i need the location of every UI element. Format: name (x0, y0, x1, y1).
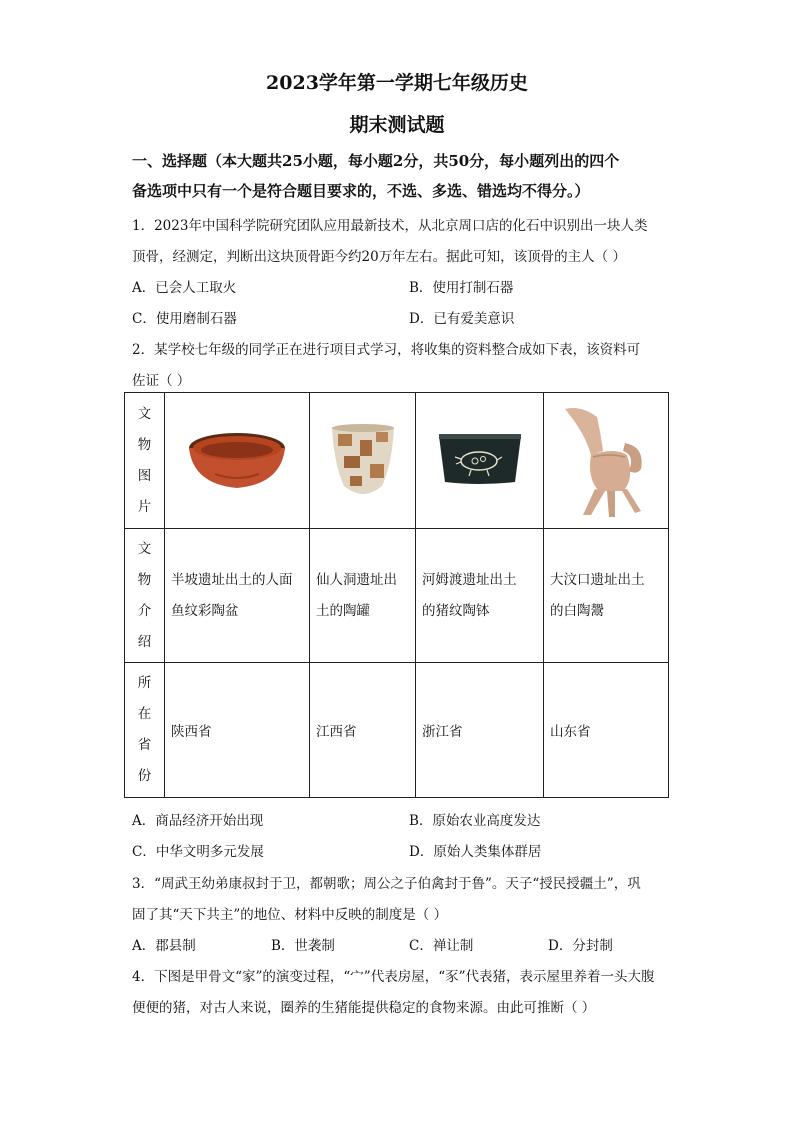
q1-option-a[interactable]: A．已会人工取火 (132, 280, 237, 296)
row-head-char: 绍 (137, 633, 152, 650)
row-head-char: 物 (137, 436, 152, 453)
intro-text: 河姆渡遗址出土 (422, 571, 517, 588)
intro-cell-xianrendong (310, 529, 416, 663)
exam-title: 2023学年第一学期七年级历史 (266, 72, 528, 94)
q2-option-c[interactable]: C．中华文明多元发展 (132, 844, 264, 860)
row-head-char: 所 (137, 675, 152, 691)
row-head-char: 省 (137, 737, 152, 753)
table-row-images (125, 393, 669, 529)
section-heading-line2: 备选项中只有一个是符合题目要求的，不选、多选、错选均不得分。） (132, 182, 590, 200)
province-cell: 浙江省 (416, 663, 544, 798)
row-head-char: 图 (137, 467, 152, 484)
row-head-char: 介 (137, 602, 152, 619)
province-cell: 陕西省 (165, 663, 310, 798)
intro-text: 半坡遗址出土的人面 (171, 571, 293, 588)
row-head-char: 物 (137, 571, 152, 588)
pig-pattern-bowl-icon (435, 430, 525, 488)
q2-stem-line2: 佐证（ ） (132, 373, 191, 389)
intro-cell-hemudu (416, 529, 544, 663)
q2-option-b[interactable]: B．原始农业高度发达 (409, 813, 541, 829)
q3-stem-line2: 固了其“天下共主”的地位、材料中反映的制度是（ ） (132, 907, 448, 923)
exam-subtitle: 期末测试题 (349, 114, 445, 136)
intro-text: 大汶口遗址出土 (550, 571, 645, 588)
q3-option-c[interactable]: C．禅让制 (409, 938, 474, 954)
q3-stem-line1: 3．“周武王幼弟康叔封于卫，都朝歌；周公之子伯禽封于鲁”。天子“授民授疆土”，巩 (132, 876, 641, 892)
table-row-province (125, 663, 669, 798)
intro-text: 土的陶罐 (316, 602, 370, 619)
row-head-images (125, 393, 165, 529)
q4-stem-line2: 便便的猪，对古人来说，圈养的生猪能提供稳定的食物来源。由此可推断（ ） (132, 1000, 596, 1016)
image-cell-banpo (165, 393, 310, 529)
row-head-char: 文 (137, 405, 152, 422)
row-head-province (125, 663, 165, 798)
image-cell-dawenkou (544, 393, 669, 529)
row-head-char: 文 (137, 540, 152, 557)
image-cell-hemudu (416, 393, 544, 529)
q3-option-d[interactable]: D．分封制 (548, 938, 613, 954)
intro-cell-dawenkou (544, 529, 669, 663)
relic-table (124, 392, 669, 798)
q1-option-c[interactable]: C．使用磨制石器 (132, 311, 237, 327)
intro-text: 仙人洞遗址出 (316, 571, 397, 588)
row-head-char: 份 (137, 768, 152, 784)
q1-stem-line2: 顶骨，经测定，判断出这块顶骨距今约20万年左右。据此可知，该顶骨的主人（ ） (132, 249, 626, 265)
pottery-jar-icon (326, 420, 400, 498)
section-heading-line1: 一、选择题（本大题共25小题，每小题2分，共50分，每小题列出的四个 (132, 152, 620, 170)
q1-option-d[interactable]: D．已有爱美意识 (409, 311, 515, 327)
white-pottery-gui-icon (561, 399, 651, 519)
image-cell-xianrendong (310, 393, 416, 529)
q3-option-b[interactable]: B．世袭制 (271, 938, 335, 954)
red-painted-bowl-icon (185, 426, 289, 492)
intro-text: 的白陶鬶 (550, 602, 604, 619)
q1-stem-line1: 1．2023年中国科学院研究团队应用最新技术，从北京周口店的化石中识别出一块人类 (132, 218, 648, 234)
q3-option-a[interactable]: A．郡县制 (132, 938, 196, 954)
q1-option-b[interactable]: B．使用打制石器 (409, 280, 514, 296)
q2-stem-line1: 2．某学校七年级的同学正在进行项目式学习，将收集的资料整合成如下表，该资料可 (132, 342, 641, 358)
q4-stem-line1: 4．下图是甲骨文“家”的演变过程，“宀”代表房屋，“豕”代表猪，表示屋里养着一头大腹 (132, 969, 655, 985)
q2-option-d[interactable]: D．原始人类集体群居 (409, 844, 542, 860)
province-cell: 江西省 (310, 663, 416, 798)
province-cell: 山东省 (544, 663, 669, 798)
row-head-char: 在 (137, 706, 152, 722)
row-head-intro (125, 529, 165, 663)
q2-option-a[interactable]: A．商品经济开始出现 (132, 813, 264, 829)
intro-text: 鱼纹彩陶盆 (171, 602, 239, 619)
table-row-intro (125, 529, 669, 663)
intro-text: 的猪纹陶钵 (422, 602, 490, 619)
row-head-char: 片 (137, 498, 152, 515)
intro-cell-banpo (165, 529, 310, 663)
